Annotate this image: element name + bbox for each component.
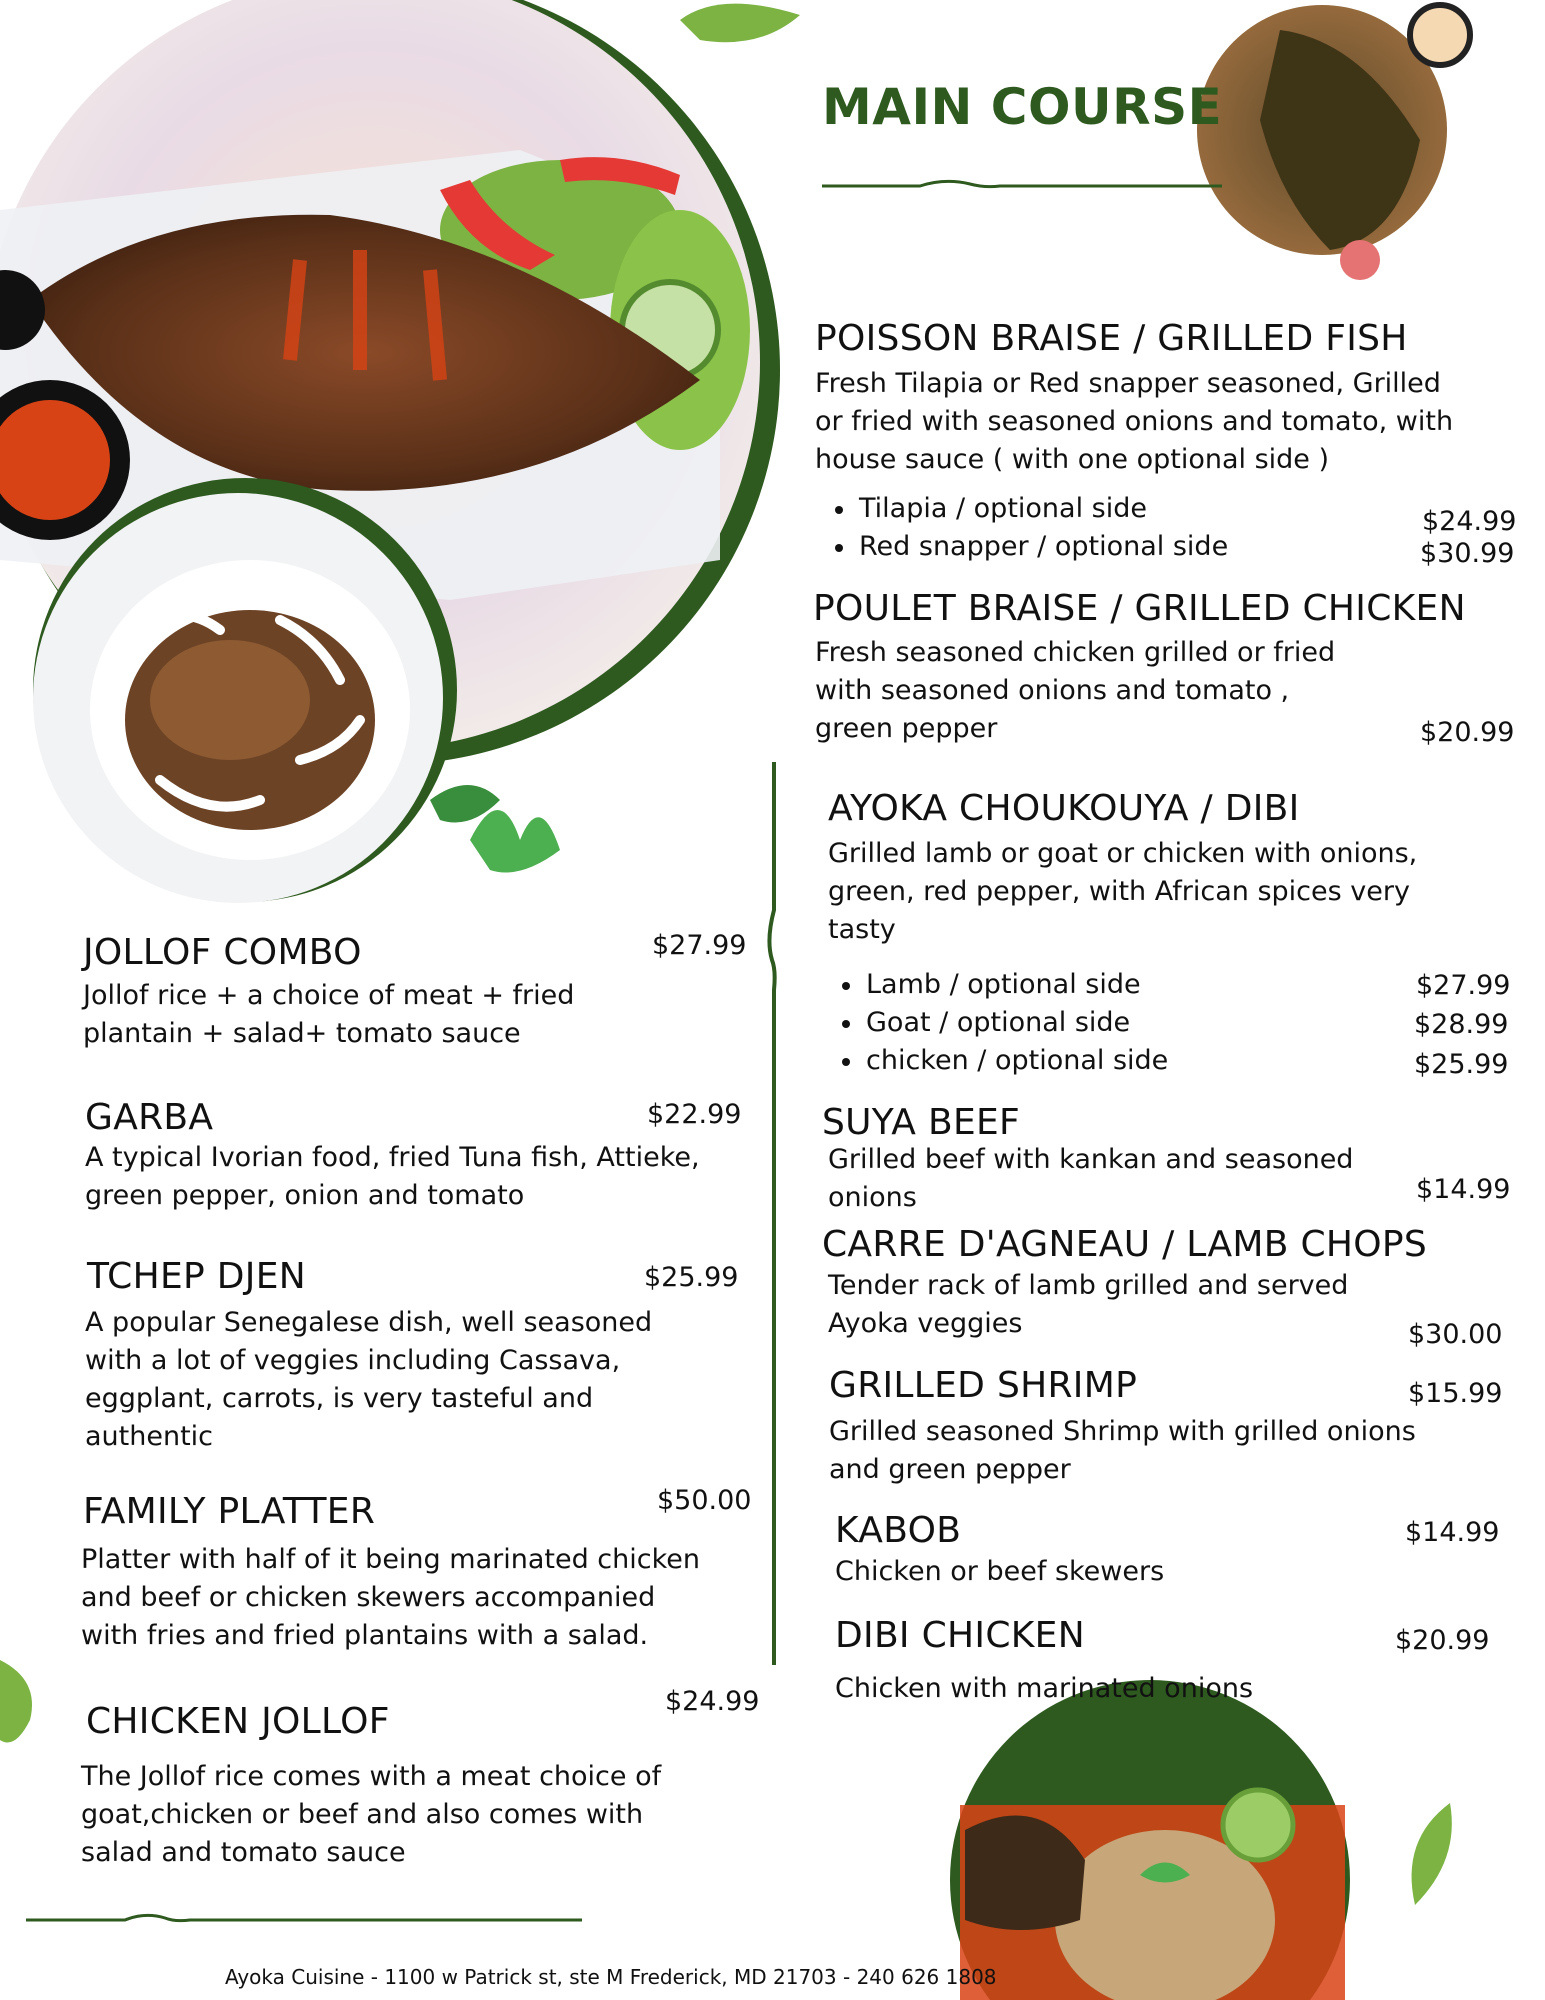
footer-address: Ayoka Cuisine - 1100 w Patrick st, ste M Frederick, MD 21703 - 240 626 1808 bbox=[225, 1965, 997, 1989]
ayoka-options bbox=[822, 966, 1168, 1080]
item-price-shrimp: $15.99 bbox=[1408, 1378, 1503, 1409]
poisson-options bbox=[815, 490, 1228, 566]
item-name-suya: SUYA BEEF bbox=[822, 1102, 1021, 1143]
item-name-poulet: POULET BRAISE / GRILLED CHICKEN bbox=[813, 588, 1466, 629]
item-desc-dibi: Chicken with marinated onions bbox=[835, 1673, 1254, 1704]
option-price: $27.99 bbox=[1416, 970, 1511, 1001]
item-price-family: $50.00 bbox=[657, 1485, 752, 1516]
item-name-family: FAMILY PLATTER bbox=[83, 1491, 376, 1532]
item-desc-garba: A typical Ivorian food, fried Tuna fish, Attieke, green pepper, onion and tomato bbox=[85, 1142, 700, 1211]
option-label: Red snapper / optional side bbox=[835, 528, 1228, 566]
option-label: Lamb / optional side bbox=[842, 966, 1168, 1004]
column-divider bbox=[769, 762, 774, 1665]
footer-underline bbox=[26, 1915, 582, 1920]
item-desc-chicken-jollof: The Jollof rice comes with a meat choice of goat,chicken or beef and also comes with salad and tomato sauce bbox=[81, 1761, 662, 1868]
item-desc-poisson: Fresh Tilapia or Red snapper seasoned, Grilled or fried with seasoned onions and tomato, with house sauce ( with one optional side ) bbox=[815, 368, 1454, 475]
item-price-dibi: $20.99 bbox=[1395, 1625, 1490, 1656]
grilled-chicken-photo bbox=[1197, 5, 1470, 280]
option-label: chicken / optional side bbox=[842, 1042, 1168, 1080]
item-desc-shrimp: Grilled seasoned Shrimp with grilled onions and green pepper bbox=[829, 1416, 1416, 1485]
title-underline bbox=[822, 181, 1222, 186]
item-desc-suya: Grilled beef with kankan and seasoned onions bbox=[828, 1144, 1354, 1213]
option-price: $28.99 bbox=[1414, 1009, 1509, 1040]
item-desc-tchep: A popular Senegalese dish, well seasoned with a lot of veggies including Cassava, eggplant, carrots, is very tasteful and authentic bbox=[85, 1307, 653, 1452]
item-name-chicken-jollof: CHICKEN JOLLOF bbox=[86, 1701, 390, 1742]
item-name-carre: CARRE D'AGNEAU / LAMB CHOPS bbox=[822, 1224, 1428, 1265]
item-desc-carre: Tender rack of lamb grilled and served Ayoka veggies bbox=[828, 1270, 1349, 1339]
option-price: $30.99 bbox=[1420, 538, 1515, 569]
page-title: MAIN COURSE bbox=[822, 78, 1223, 136]
item-desc-kabob: Chicken or beef skewers bbox=[835, 1556, 1165, 1587]
item-name-ayoka: AYOKA CHOUKOUYA / DIBI bbox=[828, 788, 1300, 829]
option-price: $24.99 bbox=[1422, 506, 1517, 537]
item-name-tchep: TCHEP DJEN bbox=[87, 1256, 306, 1297]
item-name-poisson: POISSON BRAISE / GRILLED FISH bbox=[815, 318, 1408, 359]
item-price-chicken-jollof: $24.99 bbox=[665, 1686, 760, 1717]
item-price-kabob: $14.99 bbox=[1405, 1517, 1500, 1548]
leaf-bottom-right bbox=[1412, 1803, 1452, 1905]
item-price-suya: $14.99 bbox=[1416, 1174, 1511, 1205]
option-price: $25.99 bbox=[1414, 1049, 1509, 1080]
item-name-kabob: KABOB bbox=[835, 1510, 962, 1551]
item-price-jollof-combo: $27.99 bbox=[652, 930, 747, 961]
dibi-beef-photo bbox=[33, 493, 443, 903]
item-desc-family: Platter with half of it being marinated chicken and beef or chicken skewers accompanied with fries and fried plantains with a salad. bbox=[81, 1544, 700, 1651]
item-desc-ayoka: Grilled lamb or goat or chicken with onions, green, red pepper, with African spices very tasty bbox=[828, 838, 1418, 945]
item-price-carre: $30.00 bbox=[1408, 1319, 1503, 1350]
leaf-top bbox=[680, 4, 800, 43]
option-label: Tilapia / optional side bbox=[835, 490, 1228, 528]
item-desc-jollof-combo: Jollof rice + a choice of meat + fried plantain + salad+ tomato sauce bbox=[83, 980, 575, 1049]
item-desc-poulet: Fresh seasoned chicken grilled or fried with seasoned onions and tomato , green pepper bbox=[815, 637, 1336, 744]
item-name-dibi: DIBI CHICKEN bbox=[835, 1615, 1085, 1656]
jollof-rice-photo bbox=[950, 1680, 1350, 2000]
item-price-garba: $22.99 bbox=[647, 1099, 742, 1130]
item-name-garba: GARBA bbox=[85, 1097, 214, 1138]
leaf-left bbox=[0, 1660, 32, 1743]
parsley-garnish bbox=[430, 785, 560, 873]
option-label: Goat / optional side bbox=[842, 1004, 1168, 1042]
item-price-poulet: $20.99 bbox=[1420, 717, 1515, 748]
item-name-shrimp: GRILLED SHRIMP bbox=[829, 1365, 1138, 1406]
item-price-tchep: $25.99 bbox=[644, 1262, 739, 1293]
item-name-jollof-combo: JOLLOF COMBO bbox=[83, 932, 362, 973]
